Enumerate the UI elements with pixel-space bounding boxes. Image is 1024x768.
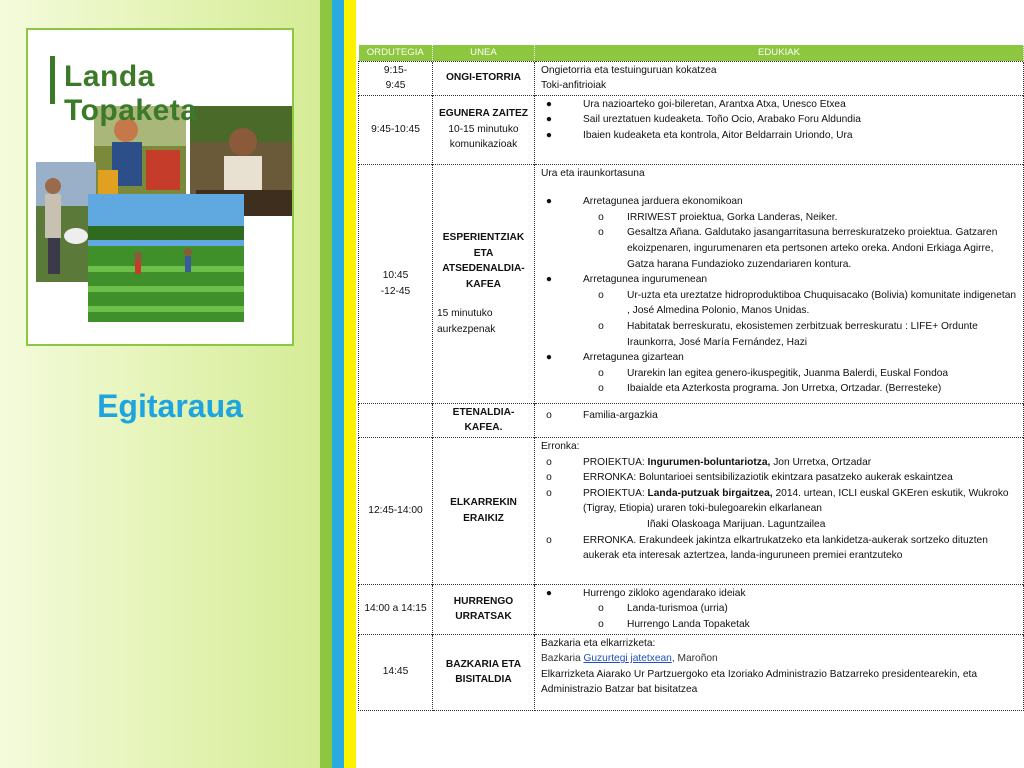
bullet-icon: ● [545,274,553,286]
sub-item: o ERRONKA: Boluntarioei sentsibilizaziotik ekintzara pasatzeko aukerak eskaintzea [539,470,1019,486]
unit-note: 15 minutuko aurkezpenak [437,308,496,335]
unit-cell: ELKARREKIN ERAIKIZ [433,438,535,585]
bullet-icon: ● [545,352,553,364]
circle-bullet-icon: o [546,534,552,546]
bullet-item: ● Sail ureztatuen kudeaketa. Toño Ocio, Arabako Foru Aldundia [539,112,1019,128]
sub-item: o ERRONKA. Erakundeek jakintza elkartrukatzeko eta lankidetza-aukerak sortzeko dituzten aukerak eta interesak aztertzea, landa-inguruneen premiei erantzuteko [539,533,1019,564]
sub-item: o IRRIWEST proiektua, Gorka Landeras, Neiker. [539,210,1019,226]
circle-bullet-icon: o [598,289,604,301]
bullet-icon: ● [545,98,553,110]
circle-bullet-icon: o [546,410,552,422]
bullet-item: ● Hurrengo zikloko agendarako ideiak [539,586,1019,602]
table-row [359,438,1024,585]
circle-bullet-icon: o [598,619,604,630]
time-cell: 9:15- 9:45 [359,61,433,95]
unit-cell [433,164,535,403]
circle-bullet-icon: o [546,472,552,484]
header-content: EDUKIAK [535,45,1024,61]
restaurant-link[interactable]: Guzurtegi jatetxean [583,653,672,665]
logo-collage-frame [26,28,294,346]
bullet-item: ● Ura nazioarteko goi-bileretan, Arantxa Atxa, Unesco Etxea [539,97,1019,113]
time-cell: 14:45 [359,634,433,710]
logo-accent-bar [50,56,55,104]
content-line: Iñaki Olaskoaga Marijuan. Laguntzailea [647,519,826,531]
sidebar [0,0,320,768]
circle-bullet-icon: o [598,320,604,332]
sub-item: o Gesaltza Añana. Galdutako jasangarritasuna berreskuratzeko proiektua. Gatzaren ekoizpenaren, ingurumenaren eta pertsonen arteko oreka. Andoni Erkiaga Agirre, Gatza harana Fundazioko zuzendariaren kontura. [539,225,1019,272]
unit-note: 10-15 minutuko komunikazioak [448,123,519,151]
content-line: Bazkaria eta elkarrizketa: [541,637,656,649]
content-line: Ongietorria eta testuinguruan kokatzea [541,64,717,76]
time-cell: 9:45-10:45 [359,95,433,164]
time-cell: 12:45-14:00 [359,438,433,585]
content-cell [535,61,1024,95]
schedule-table [358,45,1024,711]
circle-bullet-icon: o [598,603,604,615]
content-cell [535,634,1024,710]
bullet-item: ● Arretagunea gizartean [539,350,1019,366]
circle-bullet-icon: o [598,227,604,239]
header-time: ORDUTEGIA [359,45,433,61]
circle-bullet-icon: o [598,211,604,223]
logo-title: Landa Topaketa [64,60,198,127]
bullet-item: ● Arretagunea ingurumenean [539,272,1019,288]
circle-bullet-icon: o [546,456,552,468]
sub-item: o Habitatak berreskuratu, ekosistemen zerbitzuak berreskuratu : LIFE+ Ordunte Iraunkorra, José María Fernández, Hazi [539,319,1019,350]
circle-bullet-icon: o [546,487,552,499]
unit-cell: ONGI-ETORRIA [433,61,535,95]
bullet-icon: ● [545,196,553,208]
content-cell [535,584,1024,634]
unit-cell: HURRENGO URRATSAK [433,584,535,634]
content-cell [535,164,1024,403]
table-row [359,61,1024,95]
sub-item: o Ur-uzta eta ureztatze hidroproduktiboa Chuquisacako (Bolivia) komunitate indigenetan , José Almedina Polonio, Manos Unidas. [539,288,1019,319]
time-cell: 14:00 a 14:15 [359,584,433,634]
content-line: Ura eta iraunkortasuna [541,167,645,179]
unit-title: EGUNERA ZAITEZ [438,108,529,120]
circle-bullet-icon: o [598,367,604,379]
bullet-item: ● Arretagunea jarduera ekonomikoan [539,194,1019,210]
page-title: Egitaraua [97,388,243,424]
content-line: Erronka: [541,441,580,453]
sub-item: o Familia-argazkia [539,408,1019,424]
table-row [359,164,1024,403]
sub-item: o PROIEKTUA: Landa-putzuak birgaitzea, 2014. urtean, ICLI euskal GKEren eskutik, Wukroko (Tigray, Etiopia) uraren toki-bulegoarekin elkarlanean [539,486,1019,517]
table-row [359,95,1024,164]
header-unit: UNEA [433,45,535,61]
content-line: Bazkaria Guzurtegi jatetxean, Maroñon [541,653,718,665]
content-cell [535,438,1024,585]
sub-item: o PROIEKTUA: Ingurumen-boluntariotza, Jon Urretxa, Ortzadar [539,455,1019,471]
time-cell: 10:45 -12-45 [359,164,433,403]
content-cell [535,403,1024,437]
sub-item: o Ibaialde eta Azterkosta programa. Jon Urretxa, Ortzadar. (Berresteke) [539,381,1019,397]
sub-item: o Urarekin lan egitea genero-ikuspegitik, Juanma Balerdi, Euskal Fondoa [539,366,1019,382]
bullet-item: ● Ibaien kudeaketa eta kontrola, Aitor Beldarrain Uriondo, Ura [539,128,1019,144]
unit-cell [433,95,535,164]
content-line: Toki-anfitrioiak [541,80,607,92]
unit-cell: BAZKARIA ETA BISITALDIA [433,634,535,710]
content-cell [535,95,1024,164]
table-row [359,403,1024,437]
bullet-icon: ● [545,129,553,141]
table-header-row [359,45,1024,61]
decorative-strip-yellow [344,0,356,768]
table-row [359,584,1024,634]
unit-title: ESPERIENTZIAK ETA ATSEDENALDIA-KAFEA [442,231,525,290]
time-cell [359,403,433,437]
sub-item: o Hurrengo Landa Topaketak [539,617,1019,633]
bullet-icon: ● [545,587,553,599]
sub-item: o Landa-turismoa (urria) [539,601,1019,617]
content-line: Elkarrizketa Aiarako Ur Partzuergoko eta Izoriako Administrazio Batzarreko presidentearekin, eta Administrazio Batzar bat bisitatzea [541,668,978,696]
circle-bullet-icon: o [598,383,604,395]
decorative-strip-blue [332,0,344,768]
table-row [359,634,1024,710]
decorative-strip-green [320,0,332,768]
bullet-icon: ● [545,114,553,126]
unit-cell: ETENALDIA-KAFEA. [433,403,535,437]
